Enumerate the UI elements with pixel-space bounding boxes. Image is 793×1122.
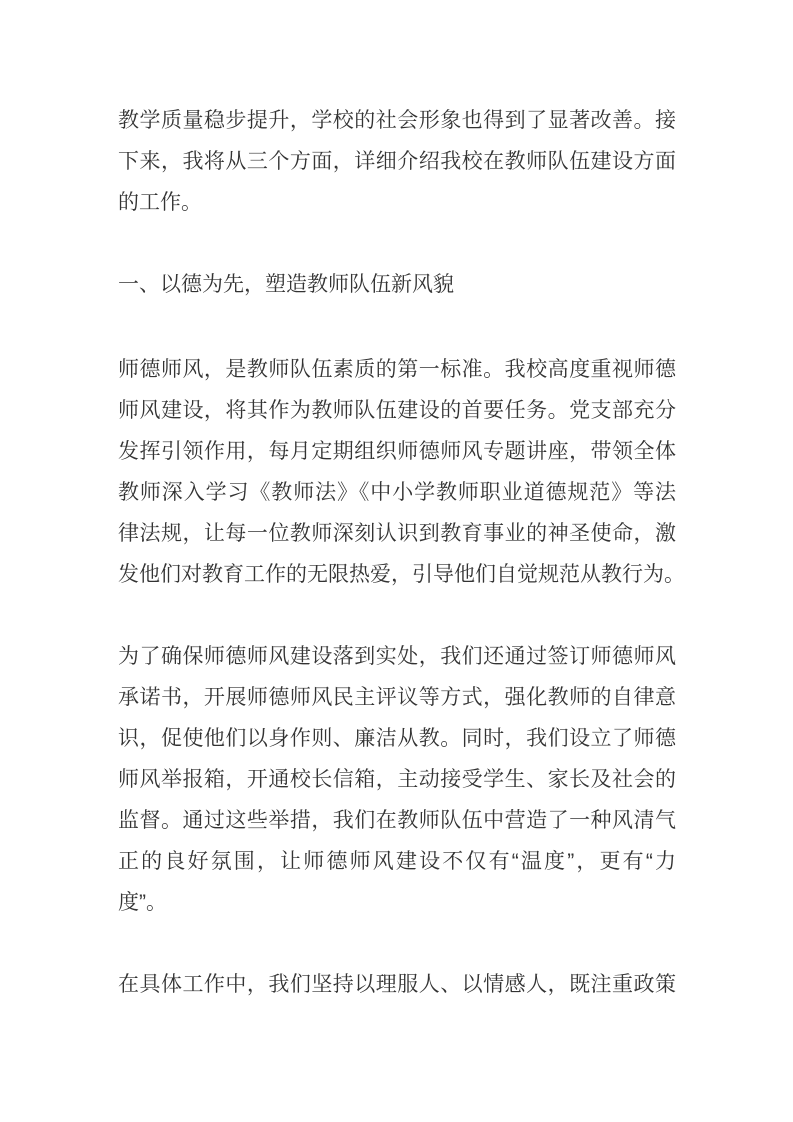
section-heading <box>118 264 676 305</box>
paragraph-text-line: 教学质量稳步提升，学校的社会形象也得到了显著改善。接 <box>118 109 676 132</box>
paragraph-text-line: 师风建设，将其作为教师队伍建设的首要任务。党支部充分 <box>118 399 676 422</box>
paragraph-text-line: 发挥引领作用，每月定期组织师德师风专题讲座，带领全体 <box>118 440 676 463</box>
paragraph-text-line: 律法规，让每一位教师深刻认识到教育事业的神圣使命，激 <box>118 522 676 545</box>
paragraph <box>118 964 676 1005</box>
paragraph-text-line: 在具体工作中，我们坚持以理服人、以情感人，既注重政策 <box>118 973 676 996</box>
paragraph-text-line: 识，促使他们以身作则、廉洁从教。同时，我们设立了师德 <box>118 727 676 750</box>
paragraph-text-line: 监督。通过这些举措，我们在教师队伍中营造了一种风清气 <box>118 809 676 832</box>
paragraph-text-line: 度”。 <box>118 891 167 914</box>
paragraph <box>118 349 685 595</box>
paragraph-text-line: 承诺书，开展师德师风民主评议等方式，强化教师的自律意 <box>118 686 676 709</box>
paragraph-text-line: 为了确保师德师风建设落到实处，我们还通过签订师德师风 <box>118 645 676 668</box>
paragraph <box>118 100 676 223</box>
paragraph-text-line: 教师深入学习《教师法》《中小学教师职业道德规范》等法 <box>118 481 676 504</box>
document-content <box>118 100 685 1046</box>
paragraph-text-line: 下来，我将从三个方面，详细介绍我校在教师队伍建设方面 <box>118 150 676 173</box>
paragraph-text-line: 发他们对教育工作的无限热爱，引导他们自觉规范从教行为。 <box>118 563 685 586</box>
paragraph-text-line: 师风举报箱，开通校长信箱，主动接受学生、家长及社会的 <box>118 768 676 791</box>
paragraph-text-line: 的工作。 <box>118 191 202 214</box>
paragraph-text-line: 师德师风，是教师队伍素质的第一标准。我校高度重视师德 <box>118 358 676 381</box>
paragraph-text-line: 正的良好氛围，让师德师风建设不仅有“温度”，更有“力 <box>118 850 676 873</box>
paragraph <box>118 636 676 923</box>
heading-text-line: 一、以德为先，塑造教师队伍新风貌 <box>118 273 454 296</box>
